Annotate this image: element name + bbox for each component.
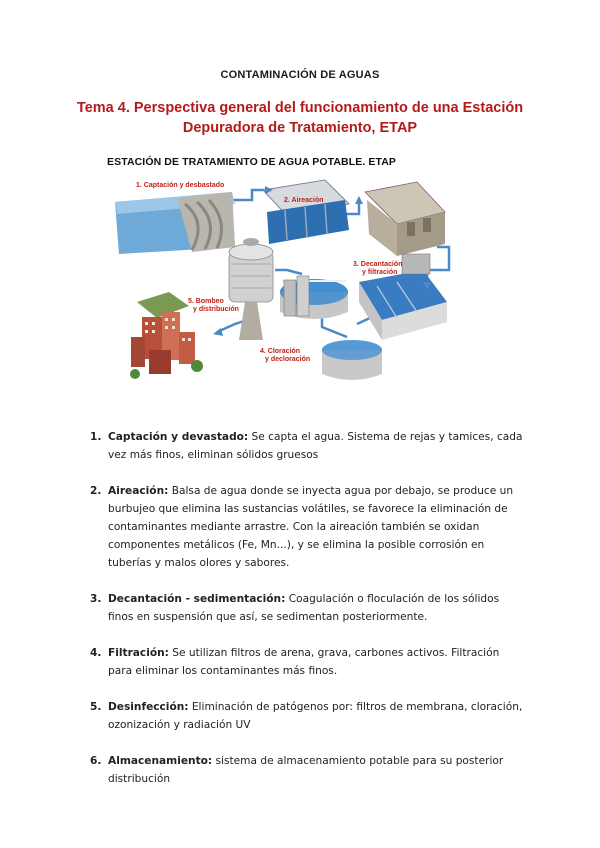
label-aireacion: 2. Aireación <box>284 197 324 204</box>
label-bombeo-line1: 5. Bombeo <box>188 298 224 305</box>
decantation-building-graphic <box>365 182 445 256</box>
label-cloracion <box>260 348 310 364</box>
step-text: Se capta el agua. Sistema de rejas y tamices, cada vez más finos, eliminan sólidos gruesos <box>108 431 523 461</box>
label-captacion: 1. Captación y desbastado <box>136 182 225 189</box>
list-item <box>86 644 526 680</box>
list-number: 4. <box>90 647 102 659</box>
list-item <box>86 752 526 788</box>
treatment-steps-list <box>86 428 526 788</box>
list-number: 2. <box>90 485 102 497</box>
label-cloracion-line1: 4. Cloración <box>260 348 301 355</box>
list-number: 3. <box>90 593 102 605</box>
step-term: Decantación - sedimentación: <box>108 593 286 605</box>
step-term: Aireación: <box>108 485 169 497</box>
list-item <box>86 698 526 734</box>
label-bombeo-line2: y distribución <box>193 306 239 313</box>
label-decantacion <box>353 261 402 277</box>
step-term: Filtración: <box>108 647 169 659</box>
intake-channel-graphic <box>115 192 235 254</box>
label-decantacion-line1: 3. Decantación <box>353 261 403 268</box>
step-text: Coagulación o floculación de los sólidos finos en suspensión que así, se sedimentan posteriormente. <box>108 593 500 623</box>
label-bombeo <box>188 298 239 314</box>
figure-title: ESTACIÓN DE TRATAMIENTO DE AGUA POTABLE. ETAP <box>107 156 396 168</box>
list-item <box>86 590 526 626</box>
label-decantacion-line2: y filtración <box>362 269 398 276</box>
step-term: Desinfección: <box>108 701 189 713</box>
step-text: sistema de almacenamiento potable para su posterior distribución <box>108 755 504 785</box>
step-text: Balsa de agua donde se inyecta agua por debajo, se produce un burbujeo que elimina las sustancias volátiles, se favorece la eliminación de contaminantes mediante arrastre. Con la aireación también se oxidan componentes metálicos (Fe, Mn...), y se elimina la posible corrosión en tuberías y malos olores y sabores. <box>108 485 514 569</box>
step-term: Almacenamiento: <box>108 755 213 767</box>
list-number: 6. <box>90 755 102 767</box>
step-text: Se utilizan filtros de arena, grava, carbones activos. Filtración para eliminar los contaminantes más finos. <box>108 647 500 677</box>
step-term: Captación y devastado: <box>108 431 249 443</box>
list-number: 1. <box>90 431 102 443</box>
step-text: Eliminación de patógenos por: filtros de membrana, cloración, ozonización y radiación UV <box>108 701 523 731</box>
label-cloracion-line2: y decloración <box>265 356 311 363</box>
list-item <box>86 482 526 572</box>
list-item <box>86 428 526 464</box>
topic-title: Tema 4. Perspectiva general del funcionamiento de una Estación Depuradora de Tratamiento, ETAP <box>76 100 524 136</box>
aeration-basin-graphic <box>263 180 349 244</box>
document-title: CONTAMINACIÓN DE AGUAS <box>220 69 380 81</box>
etap-diagram <box>97 152 473 387</box>
chlorination-tank-graphic <box>322 340 382 380</box>
list-number: 5. <box>90 701 102 713</box>
